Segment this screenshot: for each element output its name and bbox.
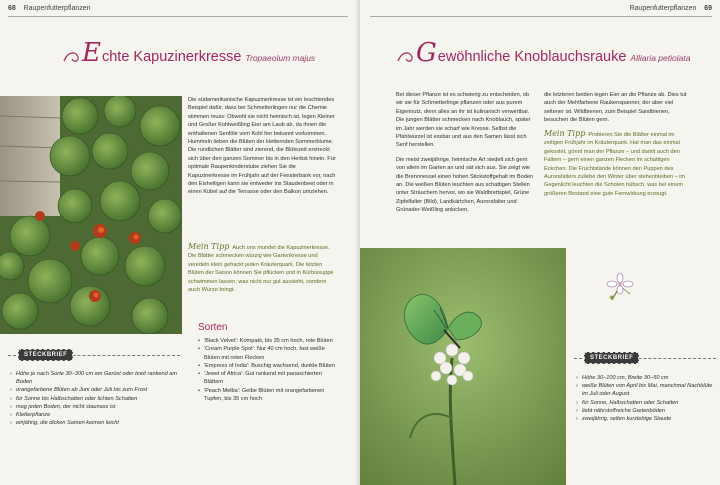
left-running-head-text: Raupenfutterpflanzen bbox=[23, 5, 91, 12]
list-item: › orangefarbene Blüten ab Juni oder Juli bis zum Frost bbox=[10, 386, 182, 394]
flourish-icon bbox=[62, 49, 82, 65]
right-title-latin: Alliaria petiolata bbox=[630, 53, 691, 63]
left-header-rule bbox=[8, 16, 348, 17]
list-item: › Kletterpflanze bbox=[10, 411, 182, 419]
list-item: • 'Empress of India': Buschig wachsend, dunkle Blüten bbox=[198, 362, 340, 370]
right-running-head-text: Raupenfutterpflanzen bbox=[629, 5, 697, 12]
left-tip-text: Auch uns mundet die Kapuzinerkresse. Die Blätter schmecken würzig wie Gartenkresse und veredeln klein gehackt jeden Kräuterquark. Die letzten Blüten der Saison können Sie pflücken und in Kürbissuppe schwimmen lassen, was nicht nur gut aussieht, sondern auch Würze bringt. bbox=[188, 245, 334, 294]
right-body-col2 bbox=[544, 91, 692, 131]
right-steckbrief-label: STECKBRIEF bbox=[584, 352, 639, 364]
right-page-number: 69 bbox=[704, 5, 712, 12]
right-body-paragraph: Die meist zweijährige, heimische Art siedelt sich gern von allein im Garten an und sät sich aus. Sie zeigt wie die Brennnessel einen hohen Stickstoffgehalt im Boden an. Die weißen Blüten leuchten aus schattigen Stellen unter Sträuchern hervor, wo sie Waldbrettspiel, Grüne Zipfelfalter (Bild), Landkärtchen, Aurorafalter und Grünader-Weißling anlocken, bbox=[396, 156, 534, 214]
left-page-number: 68 bbox=[8, 5, 16, 12]
left-steckbrief-list bbox=[10, 370, 182, 427]
list-item: › für Sonne, Halbschatten oder Schatten bbox=[576, 399, 716, 407]
left-running-head bbox=[8, 5, 91, 12]
list-item: › weiße Blüten von April bis Mai, manchmal Nachblüte im Juli oder August bbox=[576, 382, 716, 398]
right-body-paragraph: die letzteren beiden legen Eier an die Pflanze ab. Dies tut auch der Mehlfarbene Raukenspanner, der aber viel seltener ist. Wildbienen, zum Beispiel Sandbienen, besuchen die Blüten gern. bbox=[544, 92, 687, 124]
left-body-paragraph: Die südamerikanische Kapuzinerkresse ist ein leuchtendes Beispiel dafür, dass bei Schmetterlingen nur die Chemie stimmen muss: Obwohl sie nicht heimisch ist, legen Kleiner und Großer Kohlweißling Eier am Laub ab, da ihnen die enthaltenen Senföle vom Kohl her bekannt vorkommen. Hummeln lieben die Blüten der kletternden Sommerblume. Die rundlichen Blätter sind zierend, die Blütezeit erstreckt sich über den ganzen Sommer bis in den Herbst hinein. Für optimale Raupenkinderstube ziehen Sie die Kapuzinerkresse im Frühjahr auf der Fensterbank vor, nach den Eisheiligen kann sie entweder ins Staudenbeet oder in einen Kübel auf die Terrasse oder den Balkon umziehen. bbox=[188, 97, 336, 196]
right-title-initial: G bbox=[416, 38, 437, 68]
list-item: › einjährig, die dicken Samen keimen leicht bbox=[10, 419, 182, 427]
right-steckbrief-list bbox=[576, 374, 716, 423]
right-body-paragraph: Bei dieser Pflanze ist es schwierig zu entscheiden, ob wir sie für Schmetterlinge pflanzen oder aus purem Eigennutz, denn alles an ihr ist kulinarisch verwertbar. Die jungen Blätter schmecken nach Knoblauch, später im Jahr werden sie scharf wie Kresse. Selbst die Pfahlwurzel ist essbar und aus den Samen lässt sich Senf herstellen. bbox=[396, 92, 531, 149]
left-title-initial: E bbox=[82, 38, 101, 68]
list-item: › für Sonne bis Halbschatten oder lichten Schatten bbox=[10, 395, 182, 403]
nasturtium-photo bbox=[0, 96, 182, 334]
butterfly-photo bbox=[360, 248, 566, 485]
left-body bbox=[188, 96, 338, 203]
left-title bbox=[62, 38, 315, 68]
list-item: • 'Cream Purple Spot': Nur 40 cm hoch, fast weiße Blüten mit roten Flecken bbox=[198, 345, 340, 362]
list-item: • 'Black Velvet': Kompakt, bis 35 cm hoch, rote Blüten bbox=[198, 337, 340, 345]
list-item: • 'Peach Melba': Gelbe Blüten mit orangefarbenen Tupfen, bis 35 cm hoch bbox=[198, 387, 340, 404]
list-item: › zweijährig, selten kurzlebige Staude bbox=[576, 415, 716, 423]
right-title bbox=[396, 38, 690, 68]
left-tip-label: Mein Tipp bbox=[188, 242, 230, 251]
list-item: › liebt nährstoffreiche Gartenböden bbox=[576, 407, 716, 415]
right-running-head bbox=[629, 5, 712, 12]
left-steckbrief-label: STECKBRIEF bbox=[18, 349, 73, 361]
left-title-text: chte Kapuzinerkresse bbox=[101, 49, 242, 65]
left-tip bbox=[188, 243, 338, 294]
sorten-list bbox=[198, 337, 340, 403]
right-body-col1 bbox=[396, 91, 536, 221]
right-header-rule bbox=[370, 16, 712, 17]
right-page bbox=[360, 0, 720, 485]
list-item: › Höhe je nach Sorte 30–300 cm am Gerüst oder breit rankend am Boden bbox=[10, 370, 182, 386]
right-tip-text: Probieren Sie die Blätter einmal im zeitigen Frühjahr im Kräuterquark. Hat man das einmal gekostet, gönnt man der Pflanze – und damit auch den Faltern – gern einen ganzen Flecken im schattigen Eckchen. Die Fruchtstände können den Puppen des Aurorafalters zuliebe den Winter über stehenbleiben – im Gegenlicht leuchten die Schoten hübsch, was bei einem größeren Bestand eine gute Fernwirkung erzeugt. bbox=[544, 132, 686, 197]
left-title-latin: Tropaeolum majus bbox=[245, 53, 316, 63]
list-item: › Höhe 30–100 cm, Breite 30–50 cm bbox=[576, 374, 716, 382]
list-item: › mag jeden Boden, der nicht staunass ist bbox=[10, 403, 182, 411]
right-tip bbox=[544, 130, 692, 198]
right-title-text: ewöhnliche Knoblauchsrauke bbox=[437, 49, 627, 65]
right-tip-label: Mein Tipp bbox=[544, 129, 586, 138]
sorten-heading: Sorten bbox=[198, 322, 228, 333]
flower-illustration-icon bbox=[602, 268, 638, 304]
flourish-icon bbox=[396, 49, 416, 65]
list-item: • 'Jewel of Africa': Gut rankend mit panaschierten Blättern bbox=[198, 370, 340, 387]
